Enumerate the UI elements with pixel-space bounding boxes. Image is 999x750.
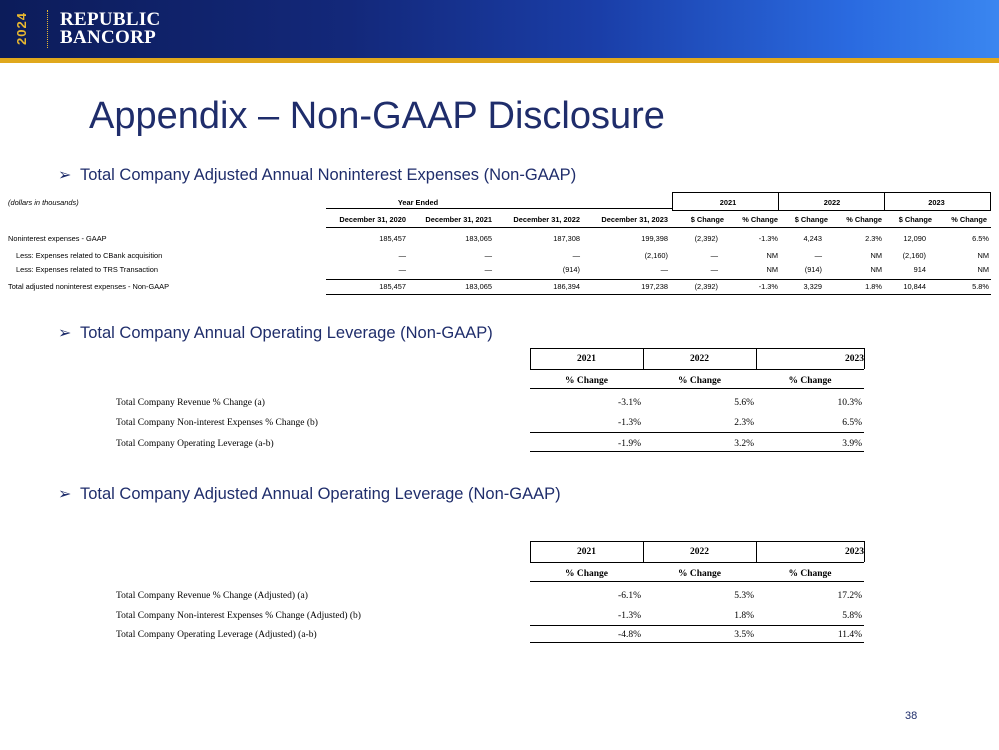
section-2-text: Total Company Annual Operating Leverage (Non-GAAP) [80, 324, 493, 342]
col-header: December 31, 2020 [339, 215, 406, 224]
section-3-text: Total Company Adjusted Annual Operating Leverage (Non-GAAP) [80, 485, 561, 503]
col-header: $ Change [898, 215, 932, 224]
rule [990, 192, 991, 210]
cell-value: 4,243 [803, 234, 822, 243]
col-header: $ Change [690, 215, 724, 224]
row-label: Total Company Revenue % Change (Adjusted) (a) [116, 591, 308, 601]
cell-value: 2.3% [865, 234, 882, 243]
cell-value: NM [870, 251, 882, 260]
cell-value: — [814, 251, 822, 260]
arrow-bullet-icon: ➢ [58, 325, 72, 342]
cell-value: 187,308 [553, 234, 580, 243]
rule [326, 294, 991, 295]
rule [326, 208, 672, 209]
cell-value: 914 [913, 265, 926, 274]
col-header: % Change [677, 569, 722, 579]
cell-value: (2,392) [694, 234, 718, 243]
cell-value: 11.4% [837, 630, 862, 640]
divider [47, 10, 48, 48]
col-header: % Change [564, 569, 609, 579]
cell-value: 10,844 [903, 282, 926, 291]
cell-value: — [660, 265, 668, 274]
cell-value: 2.3% [734, 418, 754, 428]
table-row [8, 265, 991, 279]
col-header: % Change [742, 215, 778, 224]
year-header: 2021 [577, 547, 596, 557]
page-title: Appendix – Non-GAAP Disclosure [89, 95, 665, 137]
cell-value: NM [977, 265, 989, 274]
arrow-bullet-icon: ➢ [58, 486, 72, 503]
rule [530, 451, 864, 452]
col-header: % Change [564, 376, 609, 386]
cell-value: -1.9% [618, 439, 641, 449]
rule [672, 192, 673, 210]
cell-value: 199,398 [641, 234, 668, 243]
row-label: Less: Expenses related to TRS Transaction [16, 265, 159, 274]
cell-value: — [398, 251, 406, 260]
cell-value: 185,457 [379, 234, 406, 243]
cell-value: — [398, 265, 406, 274]
col-header: % Change [788, 376, 832, 386]
cell-value: 3.2% [734, 439, 754, 449]
col-header: % Change [788, 569, 832, 579]
cell-value: 5.8% [972, 282, 989, 291]
cell-value: (2,160) [644, 251, 668, 260]
col-header: % Change [951, 215, 987, 224]
cell-value: 6.5% [842, 418, 862, 428]
col-header: December 31, 2023 [601, 215, 668, 224]
group-year-2021: 2021 [719, 198, 737, 207]
cell-value: 197,238 [641, 282, 668, 291]
arrow-bullet-icon: ➢ [58, 167, 72, 184]
cell-value: — [572, 251, 580, 260]
table-row [8, 251, 991, 265]
section-heading-2 [58, 323, 493, 343]
cell-value: -3.1% [618, 398, 641, 408]
cell-value: — [484, 265, 492, 274]
section-heading-1 [58, 165, 576, 185]
rule [530, 432, 864, 433]
cell-value: (2,160) [902, 251, 926, 260]
rule [884, 192, 885, 210]
cell-value: -1.3% [618, 611, 641, 621]
cell-value: 183,065 [465, 282, 492, 291]
rule [530, 625, 864, 626]
rule [778, 192, 779, 210]
group-year-2022: 2022 [823, 198, 841, 207]
operating-leverage-table [116, 348, 866, 458]
cell-value: 17.2% [837, 591, 862, 601]
rule [530, 348, 864, 349]
cell-value: 5.3% [734, 591, 754, 601]
year-header: 2021 [577, 354, 596, 364]
brand-logo [60, 11, 161, 47]
cell-value: 10.3% [837, 398, 862, 408]
year-label: 2024 [14, 12, 29, 46]
cell-value: (2,392) [694, 282, 718, 291]
cell-value: -6.1% [618, 591, 641, 601]
cell-value: 3.9% [842, 439, 862, 449]
cell-value: 3.5% [734, 630, 754, 640]
rule [530, 369, 864, 370]
cell-value: 5.8% [842, 611, 862, 621]
rule [864, 348, 865, 369]
row-label: Total Company Non-interest Expenses % Change (Adjusted) (b) [116, 611, 361, 621]
group-year-2023: 2023 [928, 198, 945, 207]
row-label: Total Company Operating Leverage (a-b) [116, 439, 274, 449]
rule [326, 227, 991, 228]
rule [530, 642, 864, 643]
page-number: 38 [905, 710, 918, 722]
rule [530, 562, 864, 563]
cell-value: -1.3% [758, 282, 778, 291]
rule [672, 192, 991, 193]
cell-value: NM [766, 265, 778, 274]
row-label: Total adjusted noninterest expenses - Non-GAAP [8, 282, 170, 291]
year-header: 2022 [690, 547, 709, 557]
rule [864, 541, 865, 562]
row-label: Less: Expenses related to CBank acquisition [16, 251, 163, 260]
section-1-text: Total Company Adjusted Annual Noninterest Expenses (Non-GAAP) [80, 166, 577, 184]
row-label: Noninterest expenses - GAAP [8, 234, 107, 243]
cell-value: — [484, 251, 492, 260]
col-header: December 31, 2022 [513, 215, 580, 224]
cell-value: — [710, 251, 718, 260]
col-header: $ Change [794, 215, 828, 224]
cell-value: -1.3% [758, 234, 778, 243]
brand-line1: REPUBLIC [60, 9, 161, 30]
cell-value: NM [870, 265, 882, 274]
cell-value: -4.8% [618, 630, 641, 640]
cell-value: 1.8% [734, 611, 754, 621]
cell-value: 6.5% [972, 234, 989, 243]
cell-value: NM [766, 251, 778, 260]
row-label: Total Company Non-interest Expenses % Change (b) [116, 418, 318, 428]
header-banner [0, 0, 999, 58]
cell-value: (914) [562, 265, 580, 274]
year-header: 2023 [845, 547, 864, 557]
cell-value: -1.3% [618, 418, 641, 428]
cell-value: 12,090 [903, 234, 926, 243]
cell-value: NM [977, 251, 989, 260]
col-header: % Change [846, 215, 882, 224]
brand-line2: BANCORP [60, 27, 157, 48]
table-row [8, 234, 991, 248]
rule [530, 388, 864, 389]
cell-value: — [710, 265, 718, 274]
rule [672, 210, 991, 211]
units-note: (dollars in thousands) [8, 198, 79, 207]
year-ended-label: Year Ended [397, 198, 439, 207]
year-header: 2023 [845, 354, 864, 364]
col-header: % Change [677, 376, 722, 386]
adjusted-operating-leverage-table [116, 541, 866, 651]
banner-accent-bar [0, 58, 999, 63]
cell-value: 1.8% [865, 282, 882, 291]
col-header: December 31, 2021 [425, 215, 492, 224]
rule [326, 279, 991, 280]
year-header: 2022 [690, 354, 709, 364]
row-label: Total Company Operating Leverage (Adjusted) (a-b) [116, 630, 317, 640]
cell-value: (914) [804, 265, 822, 274]
cell-value: 186,394 [553, 282, 580, 291]
section-heading-3 [58, 484, 561, 504]
cell-value: 183,065 [465, 234, 492, 243]
row-label: Total Company Revenue % Change (a) [116, 398, 265, 408]
rule [530, 541, 864, 542]
rule [530, 581, 864, 582]
cell-value: 5.6% [734, 398, 754, 408]
cell-value: 3,329 [803, 282, 822, 291]
cell-value: 185,457 [379, 282, 406, 291]
